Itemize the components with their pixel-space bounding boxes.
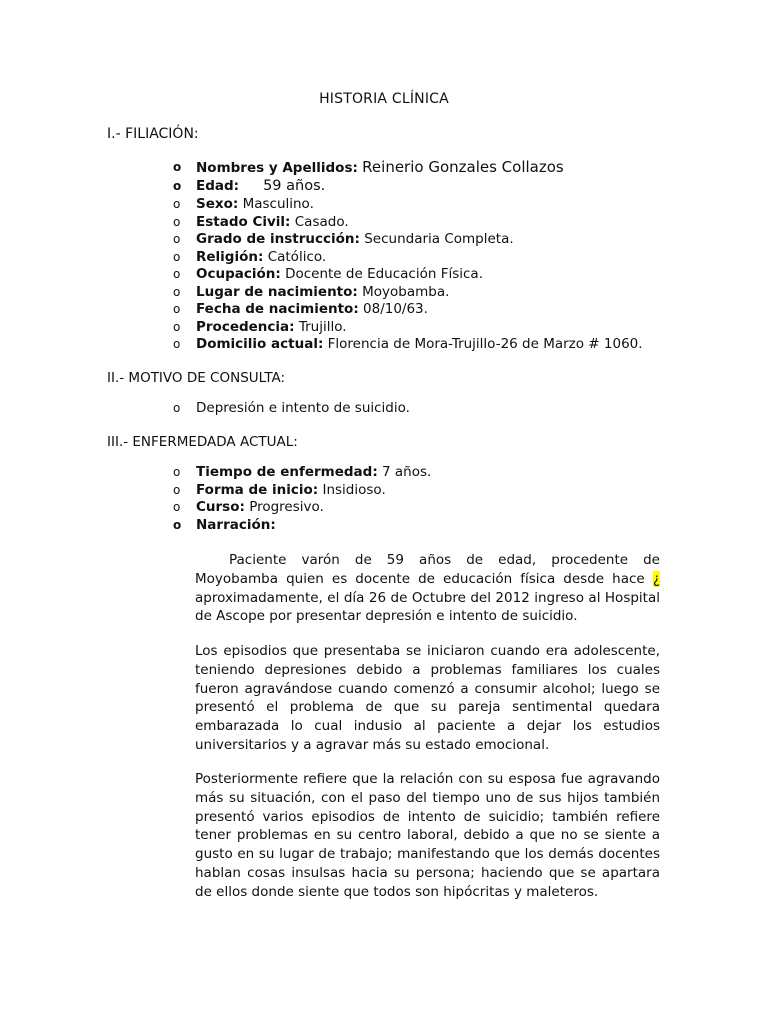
list-item — [173, 319, 673, 337]
bullet-icon: o — [173, 160, 182, 174]
list-item — [173, 464, 673, 482]
item-value: Casado. — [294, 213, 349, 230]
item-value: Masculino. — [242, 196, 314, 212]
list-item — [173, 301, 673, 319]
bullet-icon: o — [173, 319, 181, 334]
bullet-icon: o — [173, 284, 181, 299]
item-label: Narración: — [196, 516, 276, 533]
list-item — [173, 231, 673, 249]
item-value: Florencia de Mora-Trujillo-26 de Marzo # 1060. — [327, 336, 643, 352]
item-label: Procedencia: — [196, 318, 295, 335]
narration-paragraph-3: Posteriormente refiere que la relación con su esposa fue agravando más su situación, con el paso del tiempo uno de sus hijos también presentó varios episodios de intento de suicidio; también refiere tener problemas en su centro laboral, debido a que no se siente a gusto en su lugar de trabajo; manifestando que los demás docentes hablan cosas insulsas hacia su persona; haciendo que se apartara de ellos donde siente que todos son hipócritas y maleteros. — [195, 771, 660, 900]
section-heading-filiacion: I.- FILIACIÓN: — [107, 126, 199, 142]
bullet-icon: o — [173, 401, 181, 415]
bullet-icon: o — [173, 517, 182, 532]
bullet-icon: o — [173, 465, 181, 479]
bullet-icon: o — [173, 179, 182, 193]
list-item — [173, 517, 673, 535]
item-value: Secundaria Completa. — [364, 231, 514, 247]
item-value: Católico. — [267, 248, 327, 265]
item-label: Estado Civil: — [196, 213, 291, 230]
section-heading-enfermedad: III.- ENFERMEDADA ACTUAL: — [107, 434, 298, 450]
narration-paragraph-2: Los episodios que presentaba se iniciaron cuando era adolescente, teniendo depresiones debido a problemas familiares los cuales fueron agravándose cuando comenzó a consumir alcohol; luego se presentó el problema de que su pareja sentimental quedara embarazada lo cual indusio al paciente a dejar los estudios universitarios y a agravar más su estado emocional. — [195, 643, 660, 753]
bullet-icon: o — [173, 267, 181, 281]
list-item — [173, 177, 673, 196]
item-value: Trujillo. — [298, 318, 347, 335]
enfermedad-list — [173, 464, 673, 534]
item-value: Moyobamba. — [362, 283, 450, 300]
item-label: Domicilio actual: — [196, 336, 324, 352]
bullet-icon: o — [173, 214, 181, 229]
list-item — [173, 196, 673, 214]
paragraph-text: aproximadamente, el día 26 de Octubre del 2012 ingreso al Hospital de Ascope por presentar depresión e intento de suicidio. — [195, 589, 660, 625]
list-item — [173, 499, 673, 517]
item-value: Progresivo. — [249, 499, 324, 515]
item-label: Nombres y Apellidos: — [196, 160, 358, 176]
list-item — [173, 249, 673, 267]
bullet-icon: o — [173, 302, 181, 316]
list-item — [173, 214, 673, 232]
item-label: Ocupación: — [196, 266, 281, 282]
list-item — [173, 284, 673, 302]
item-label: Religión: — [196, 248, 264, 265]
bullet-icon: o — [173, 500, 181, 514]
motivo-list — [173, 400, 673, 418]
bullet-icon: o — [173, 197, 181, 211]
item-label: Lugar de nacimiento: — [196, 283, 358, 300]
item-label: Forma de inicio: — [196, 481, 319, 498]
item-value: Docente de Educación Física. — [285, 266, 483, 282]
bullet-icon: o — [173, 232, 181, 246]
narration-paragraph-1 — [195, 551, 660, 626]
list-item — [173, 336, 673, 354]
list-item — [173, 266, 673, 284]
list-item — [173, 482, 673, 500]
item-value: Depresión e intento de suicidio. — [196, 400, 410, 416]
document-title: HISTORIA CLÍNICA — [319, 91, 449, 107]
section-heading-motivo: II.- MOTIVO DE CONSULTA: — [107, 370, 286, 386]
item-label: Edad: — [196, 178, 240, 194]
item-label: Tiempo de enfermedad: — [196, 464, 378, 480]
bullet-icon: o — [173, 337, 181, 351]
item-value: Insidioso. — [322, 481, 386, 498]
item-label: Fecha de nacimiento: — [196, 301, 359, 317]
list-item — [173, 158, 673, 177]
bullet-icon: o — [173, 482, 181, 497]
item-value: 08/10/63. — [363, 301, 428, 317]
item-label: Curso: — [196, 499, 245, 515]
bullet-icon: o — [173, 249, 181, 264]
item-label: Sexo: — [196, 196, 239, 212]
highlighted-placeholder: ¿ — [652, 570, 660, 587]
item-value: Reinerio Gonzales Collazos — [362, 158, 564, 176]
paragraph-text: Paciente varón de 59 años de edad, procedente de Moyobamba quien es docente de educación física desde hace — [195, 552, 660, 587]
item-value: 7 años. — [382, 464, 432, 480]
list-item — [173, 400, 673, 418]
item-label: Grado de instrucción: — [196, 231, 360, 247]
filiacion-list — [173, 158, 673, 354]
item-value: 59 años. — [263, 178, 326, 194]
